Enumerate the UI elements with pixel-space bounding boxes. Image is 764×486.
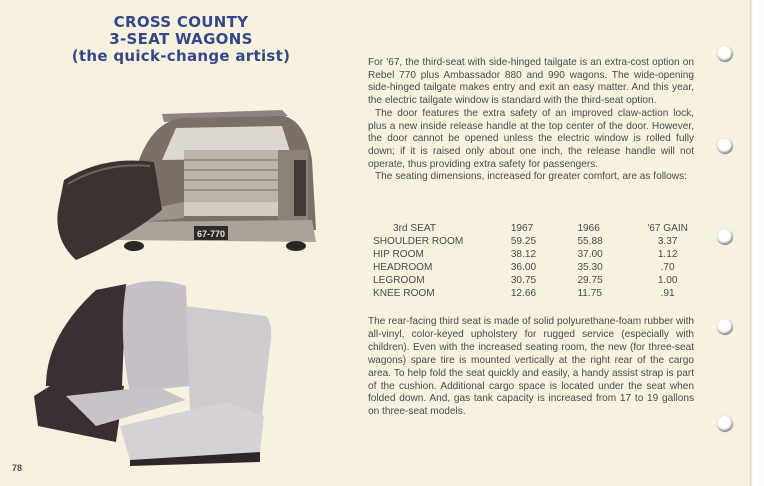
table-row xyxy=(373,261,693,274)
paragraph-2: The door features the extra safety of an improved claw-action lock, plus a new inside release handle at the top center of the door. However, the door cannot be opened unless the electric window is rolled fully down; if it is raised only about one inch, the release handle will not operate, thus providing extra safety for passengers. xyxy=(368,107,694,170)
row-label: HIP ROOM xyxy=(373,249,424,260)
cell-1967: 30.75 xyxy=(510,275,537,286)
row-label: KNEE ROOM xyxy=(373,288,435,299)
page-number: 78 xyxy=(12,463,23,473)
header-cell: 3rd SEAT xyxy=(393,223,437,234)
row-label: HEADROOM xyxy=(373,262,433,273)
cell-1966: 35.30 xyxy=(577,262,603,273)
cell-1966: 11.75 xyxy=(577,288,602,299)
cell-gain: .91 xyxy=(660,288,675,299)
table-row xyxy=(373,274,693,287)
cell-gain: .70 xyxy=(660,262,675,273)
license-plate: 67-770 xyxy=(197,229,226,239)
cell-1966: 37.00 xyxy=(577,249,603,260)
header-cell: '67 GAIN xyxy=(647,223,688,234)
cell-1967: 12.66 xyxy=(510,288,537,299)
binder-hole-icon xyxy=(717,229,733,245)
cell-1966: 55.88 xyxy=(577,236,603,247)
intro-text xyxy=(368,57,694,184)
table-row xyxy=(373,235,693,248)
table-row xyxy=(373,248,693,261)
cell-1967: 38.12 xyxy=(510,249,537,260)
title-line-1: CROSS COUNTY xyxy=(113,13,249,31)
cell-gain: 3.37 xyxy=(657,236,678,247)
header-cell: 1967 xyxy=(510,223,534,234)
binder-hole-icon xyxy=(717,46,733,62)
binder-hole-icon xyxy=(717,319,733,335)
cell-gain: 1.12 xyxy=(657,249,678,260)
binder-hole-icon xyxy=(717,416,733,432)
wagon-tailgate-photo xyxy=(44,100,324,260)
paragraph-3: The rear-facing third seat is made of solid polyurethane-foam rubber with all-vinyl, color-keyed upholstery for rugged service (especially with children). Even with the increased seating room, the new (for three-seat wagons) spare tire is mounted vertically at the right rear of the cargo area. To help fold the seat quickly and easily, a handy assist strap is part of the cushion. Additional cargo space is located under the seat when folded down. And, gas tank capacity is increased from 17 to 19 gallons on three-seat models. xyxy=(368,316,694,418)
header-cell: 1966 xyxy=(577,223,600,234)
title-line-2: 3-SEAT WAGONS xyxy=(109,30,253,48)
seating-dimensions-table xyxy=(373,222,693,300)
table-row xyxy=(373,287,693,300)
cell-1967: 36.00 xyxy=(510,262,537,273)
third-seat-photo xyxy=(26,276,276,466)
cell-1966: 29.75 xyxy=(577,275,603,286)
binder-hole-icon xyxy=(717,138,733,154)
paragraph-dimensions-intro: The seating dimensions, increased for greater comfort, are as follows: xyxy=(375,171,687,183)
title-line-3: (the quick-change artist) xyxy=(71,47,291,65)
table-header-row xyxy=(373,222,693,235)
row-label: LEGROOM xyxy=(373,275,425,286)
row-label: SHOULDER ROOM xyxy=(373,236,464,247)
cell-gain: 1.00 xyxy=(657,275,678,286)
paragraph-1: For '67, the third-seat with side-hinged tailgate is an extra-cost option on Rebel 770 plus Ambassador 880 and 990 wagons. The wide-opening side-hinged tailgate makes entry and exit an easy matter. And this year, the electric tailgate window is standard with the third-seat option. xyxy=(368,57,694,107)
page-title xyxy=(40,14,322,65)
cell-1967: 59.25 xyxy=(510,236,537,247)
page-edge xyxy=(750,0,764,486)
